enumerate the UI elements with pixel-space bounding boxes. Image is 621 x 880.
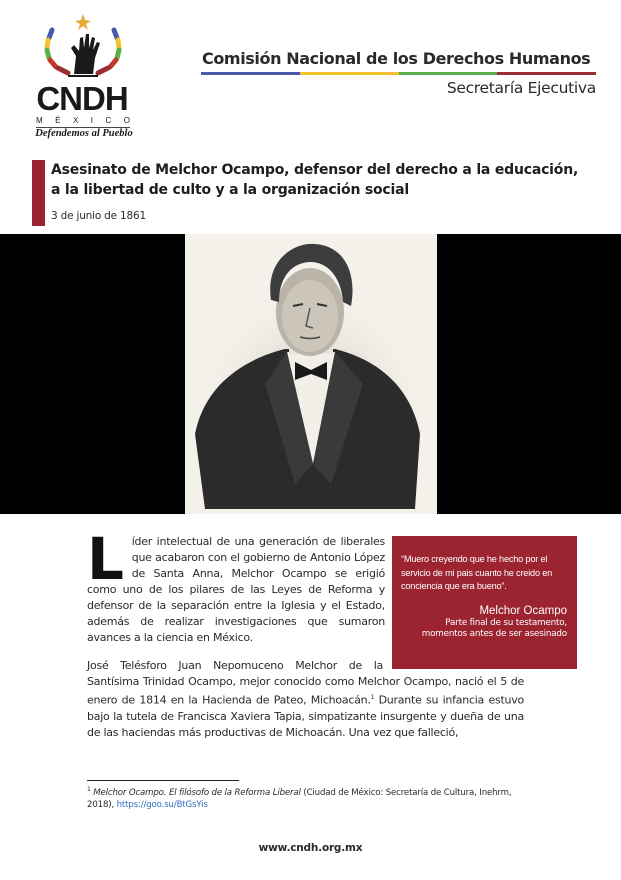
- department-name: Secretaría Ejecutiva: [446, 79, 596, 97]
- footnote-reference[interactable]: 1: [370, 694, 375, 701]
- quote-author: Melchor Ocampo: [479, 604, 567, 617]
- logo-letter: C: [105, 116, 112, 125]
- quote-source: Parte final de su testamento, momentos antes de ser asesinado: [421, 617, 567, 639]
- logo-letter: M: [36, 116, 43, 125]
- biography-text: Santísima Trinidad Ocampo, mejor conocido como Melchor Ocampo, nació el 5 de enero de 1814 en la Hacienda de Pateo, Michoacán.: [87, 675, 524, 707]
- portrait-engraving-icon: [185, 234, 437, 514]
- footnote: [87, 784, 537, 811]
- logo-country: [36, 116, 130, 125]
- color-divider: [201, 72, 596, 75]
- color-segment-yellow: [300, 72, 399, 75]
- logo-tagline: Defendemos al Pueblo: [35, 128, 133, 139]
- article-date: 3 de junio de 1861: [51, 210, 146, 222]
- biography-paragraph-line1: [87, 658, 383, 674]
- footnote-book-title: Melchor Ocampo. El filósofo de la Reforma Liberal: [93, 787, 301, 798]
- color-segment-blue: [201, 72, 300, 75]
- logo-letter: O: [123, 116, 130, 125]
- quote-text: “Muero creyendo que he hecho por el servicio de mi pais cuanto he creido en conciencia que era bueno”.: [401, 554, 553, 591]
- biography-text-cont: Durante su infancia estuvo bajo la tutela de Francisca Xaviera Tapia, simpatizante insurgente y dueña de una de las haciendas más productivas de Michoacán. Una vez que falleció,: [87, 693, 524, 739]
- quote-box: [392, 536, 577, 669]
- logo-letter: X: [72, 116, 79, 125]
- color-segment-green: [399, 72, 498, 75]
- footnote-number: 1: [87, 786, 91, 793]
- biography-paragraph: [87, 674, 524, 741]
- website-url[interactable]: www.cndh.org.mx: [258, 842, 363, 854]
- title-accent-bar: [32, 160, 45, 226]
- logo-letter: É: [55, 116, 61, 125]
- color-segment-red: [497, 72, 596, 75]
- logo-acronym: CNDH: [36, 80, 128, 117]
- intro-paragraph: [87, 525, 385, 646]
- biography-text-line1: José Telésforo Juan Nepomuceno Melchor de la: [87, 659, 383, 672]
- footnote-divider: [87, 780, 239, 781]
- intro-text: íder intelectual de una generación de liberales que acabaron con el gobierno de Antonio López de Santa Anna, Melchor Ocampo se erigió como uno de los pilares de las Leyes de Reforma y defensor de la separación entre la Iglesia y el Estado, además de realizar investigaciones que sumaron avances a la ciencia en México.: [87, 535, 385, 644]
- laurel-hand-emblem-icon: [38, 12, 128, 84]
- drop-cap: L: [87, 525, 124, 593]
- organization-name: Comisión Nacional de los Derechos Humanos: [202, 49, 591, 68]
- portrait-image: [185, 234, 437, 514]
- cndh-logo: [28, 12, 138, 138]
- article-title: Asesinato de Melchor Ocampo, defensor del derecho a la educación, a la libertad de culto y a la organización social: [51, 162, 579, 198]
- footnote-citation: (Ciudad de México: Secretaría de Cultura, Inehrm, 2018),: [87, 787, 512, 810]
- footnote-link[interactable]: https://goo.su/BtGsYis: [116, 799, 208, 810]
- logo-letter: I: [90, 116, 93, 125]
